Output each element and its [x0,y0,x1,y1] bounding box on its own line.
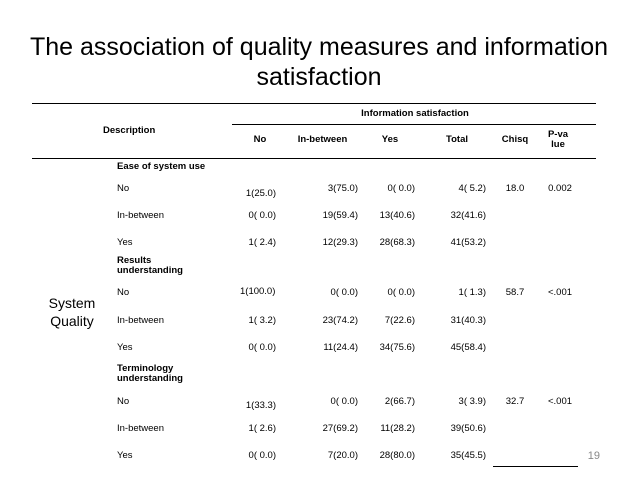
cell-no: 1(33.3) [245,400,276,411]
cell-inbetween: 12(29.3) [322,237,358,248]
cell-yes: 11(28.2) [380,423,415,434]
col-header-total: Total [446,134,468,145]
cell-inbetween: 11(24.4) [323,342,358,353]
cell-inbetween: 23(74.2) [322,315,358,326]
cell-no: 1( 2.6) [248,423,276,434]
col-header-yes: Yes [381,134,399,145]
cell-total: 1( 1.3) [458,287,486,298]
group-label: Ease of system use [117,161,206,172]
cell-chisq: 58.7 [505,287,525,298]
cell-no: 1( 2.4) [248,237,276,248]
cell-chisq: 32.7 [505,396,525,407]
group-header: Information satisfaction [361,108,469,119]
slide-number: 19 [587,450,600,462]
col-header-chisq: Chisq [501,134,529,145]
cell-total: 4( 5.2) [458,183,486,194]
row-desc: In-between [117,210,165,221]
col-header-no: No [253,134,267,145]
group-label: Terminology understanding [117,363,183,384]
cell-inbetween: 0( 0.0) [330,287,358,298]
row-desc: In-between [117,315,165,326]
cell-yes: 0( 0.0) [387,183,415,194]
cell-inbetween: 7(20.0) [327,450,358,461]
group-label: Results understanding [117,255,183,276]
cell-inbetween: 3(75.0) [327,183,358,194]
cell-no: 0( 0.0) [248,210,276,221]
group-header-rule [232,124,596,125]
row-desc: Yes [117,342,133,353]
cell-yes: 13(40.6) [379,210,415,221]
cell-yes: 28(68.3) [379,237,415,248]
cell-pvalue: <.001 [547,287,573,298]
cell-total: 31(40.3) [450,315,486,326]
section-label: System Quality [48,295,96,329]
cell-total: 39(50.6) [450,423,486,434]
cell-no: 0( 0.0) [248,450,276,461]
cell-yes: 7(22.6) [384,315,415,326]
cell-no: 0( 0.0) [248,342,276,353]
cell-yes: 34(75.6) [379,342,415,353]
cell-inbetween: 19(59.4) [322,210,358,221]
cell-yes: 2(66.7) [384,396,415,407]
slide-title: The association of quality measures and information satisfaction [29,33,609,91]
row-desc: No [117,183,130,194]
header-bottom-rule [32,158,596,159]
cell-total: 45(58.4) [450,342,486,353]
cell-yes: 0( 0.0) [387,287,415,298]
table-top-rule [32,103,596,104]
cell-pvalue: <.001 [547,396,573,407]
cell-inbetween: 0( 0.0) [330,396,358,407]
row-desc: No [117,396,130,407]
row-desc: In-between [117,423,165,434]
cell-total: 35(45.5) [450,450,486,461]
cell-total: 41(53.2) [450,237,486,248]
cell-yes: 28(80.0) [379,450,415,461]
cell-no: 1(100.0) [240,286,276,297]
col-header-pvalue: P-value [547,129,569,150]
cell-no: 1( 3.2) [248,315,276,326]
row-desc: No [117,287,130,298]
cell-chisq: 18.0 [505,183,525,194]
row-desc: Yes [117,237,133,248]
cell-total: 32(41.6) [450,210,486,221]
cell-pvalue: 0.002 [548,183,572,194]
description-header: Description [103,125,156,136]
table-bottom-rule [493,466,578,467]
cell-inbetween: 27(69.2) [322,423,358,434]
col-header-inbetween: In-between [297,134,348,145]
cell-total: 3( 3.9) [458,396,486,407]
row-desc: Yes [117,450,133,461]
cell-no: 1(25.0) [245,188,276,199]
